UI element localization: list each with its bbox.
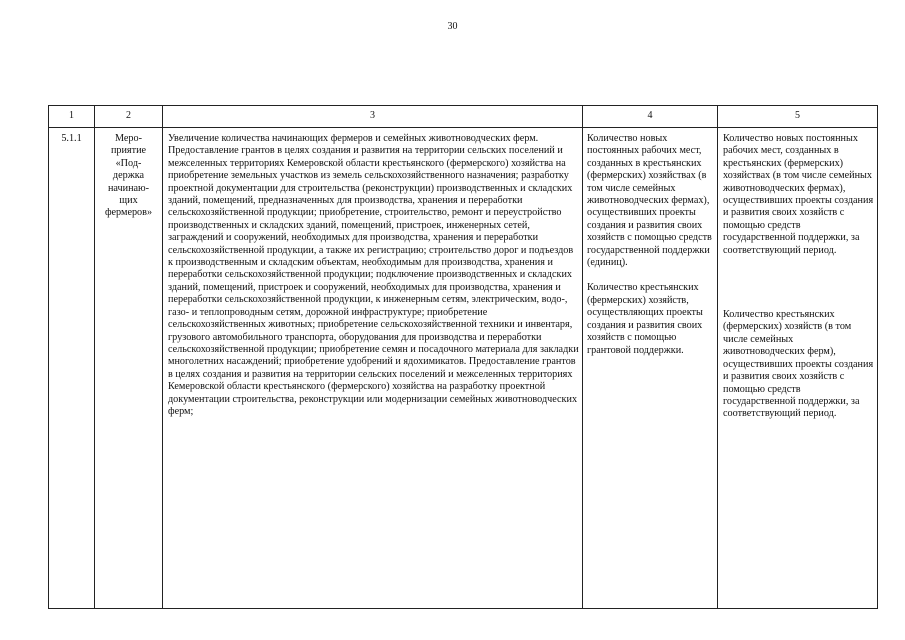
indicator-farms: Количество крестьянских (фермерских) хозяйств, осуществляющих проекты создания и развития своих хозяйств с помощью грантовой поддержки.	[587, 282, 703, 356]
measure-name: Меро- приятие «Под- держка начинаю- щих фермеров»	[104, 133, 153, 219]
row-number: 5.1.1	[61, 133, 82, 144]
column-header-4: 4	[583, 106, 718, 128]
page-number: 30	[447, 21, 458, 32]
measure-name-cell	[95, 128, 163, 609]
column-header-5: 5	[718, 106, 878, 128]
column-header-2: 2	[95, 106, 163, 128]
methods-cell	[718, 128, 878, 609]
table-row	[49, 128, 878, 609]
paragraph-gap	[587, 269, 715, 282]
indicator-jobs: Количество новых постоянных рабочих мест, созданных в крестьянских (фермерских) хозяйствах (в том числе семейных животноводческих фермах), осуществивших проекты создания и развития своих хозяйств с помощью средств государственной поддержки (единиц).	[587, 133, 712, 269]
indicators-cell	[583, 128, 718, 609]
column-header-3: 3	[163, 106, 583, 128]
paragraph-gap	[723, 257, 874, 309]
method-jobs: Количество новых постоянных рабочих мест, созданных в крестьянских (фермерских) хозяйствах (в том числе семейных животноводческих фермах), осуществивших проекты создания и развития своих хозяйств с помощью средств государственной поддержки, за соответствующий период.	[723, 133, 874, 256]
measure-description: Увеличение количества начинающих фермеров и семейных животноводческих ферм. Предоставление грантов в целях создания и развития на территории сельских поселений и межселенных территориях Кемеровской области крестьянского (фермерского) хозяйства на приобретение земельных участков из земель сельскохозяйственного назначения; разработку проектной документации для строительства (реконструкции) производственных и складских зданий, помещений, предназначенных для производства, хранения и переработки сельскохозяйственной продукции; приобретение, строительство, ремонт и переустройство производственных и складских зданий, помещений, пристроек, инженерных сетей, заграждений и сооружений, необходимых для производства, хранения и переработки сельскохозяйственной продукции, а также их регистрацию; строительство дорог и подъездов к производственным и складским объектам, необходимым для производства, хранения и переработки сельскохозяйственной продукции; подключение производственных и складских зданий, помещений, пристроек и сооружений, необходимых для производства, хранения и переработки сельскохозяйственной продукции, к инженерным сетям, электрическим, водо-, газо- и теплопроводным сетям, дорожной инфраструктуре; приобретение сельскохозяйственных животных; приобретение сельскохозяйственной техники и инвентаря, грузового автомобильного транспорта, оборудования для производства и переработки сельскохозяйственной продукции; приобретение семян и посадочного материала для закладки многолетних насаждений; приобретение удобрений и ядохимикатов. Предоставление грантов в целях создания и развития на территории сельских поселений и межселенных территориях Кемеровской области крестьянского (фермерского) хозяйства на разработку проектной документации строительства, реконструкции или модернизации семейных животноводческих ферм;	[168, 133, 579, 417]
method-farms: Количество крестьянских (фермерских) хозяйств (в том числе семейных животноводческих ферм), осуществивших проекты создания и развития своих хозяйств с помощью средств государственной поддержки, за соответствующий период.	[723, 309, 874, 420]
measure-description-cell	[163, 128, 583, 609]
column-header-1: 1	[49, 106, 95, 128]
table-header-row	[49, 106, 878, 128]
row-number-cell	[49, 128, 95, 609]
measures-table	[48, 105, 878, 609]
